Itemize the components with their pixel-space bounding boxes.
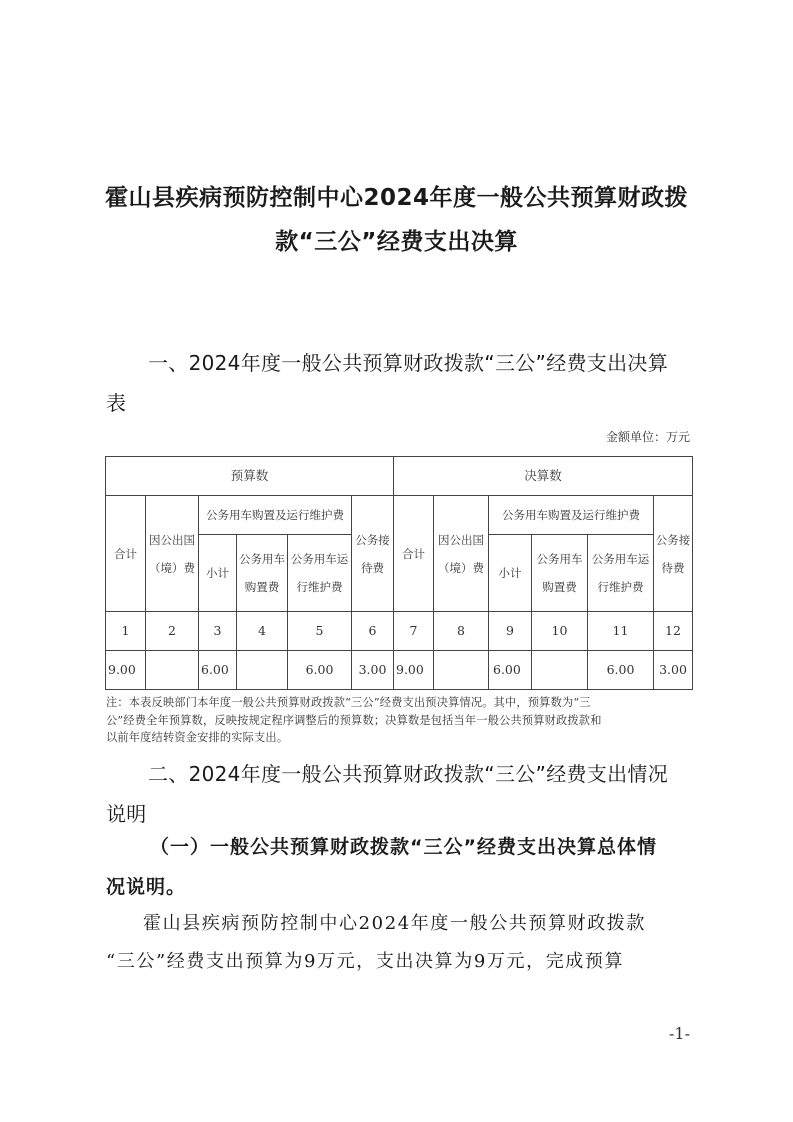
index-row (106, 612, 693, 651)
index-cell: 8 (434, 612, 489, 651)
paragraph-line-1: 霍山县疾病预防控制中心2024年度一般公共预算财政拨款 (143, 913, 647, 934)
subsection1-heading: （一）一般公共预算财政拨款“三公”经费支出决算总体情 (150, 836, 657, 858)
value-cell (434, 651, 489, 690)
subsection1-heading-cont: 况说明。 (106, 876, 187, 898)
page-number: -1- (669, 1024, 690, 1043)
budget-purchase-header: 公务用车 购置费 (237, 535, 288, 612)
final-purchase-header: 公务用车 购置费 (532, 535, 588, 612)
value-row (106, 651, 693, 690)
section1-heading: 一、2024年度一般公共预算财政拨款“三公”经费支出决算 (148, 351, 669, 375)
index-cell: 4 (237, 612, 288, 651)
value-cell: 9.00 (394, 651, 434, 690)
section2-heading: 二、2024年度一般公共预算财政拨款“三公”经费支出情况 (148, 762, 669, 786)
index-cell: 2 (146, 612, 199, 651)
index-cell: 11 (588, 612, 654, 651)
table-note (106, 694, 696, 747)
index-cell: 12 (654, 612, 693, 651)
final-subtotal-header: 小计 (489, 535, 532, 612)
index-cell: 7 (394, 612, 434, 651)
final-group-header: 决算数 (394, 457, 693, 496)
budget-reception-header: 公务接 待费 (352, 496, 394, 612)
value-cell: 3.00 (654, 651, 693, 690)
value-cell (532, 651, 588, 690)
index-cell: 3 (199, 612, 237, 651)
three-public-expense-table (105, 456, 693, 690)
value-cell: 6.00 (288, 651, 352, 690)
index-cell: 9 (489, 612, 532, 651)
final-total-header: 合计 (394, 496, 434, 612)
value-cell (237, 651, 288, 690)
paragraph-line-2: “三公”经费支出预算为9万元，支出决算为9万元，完成预算 (106, 951, 625, 972)
budget-subtotal-header: 小计 (199, 535, 237, 612)
final-reception-header: 公务接 待费 (654, 496, 693, 612)
section1-heading-cont: 表 (106, 391, 127, 415)
budget-vehicle-group-header: 公务用车购置及运行维护费 (199, 496, 352, 535)
note-line-2: 公”经费全年预算数，反映按规定程序调整后的预算数；决算数是包括当年一般公共预算财政拨款和 (106, 713, 602, 727)
value-cell: 9.00 (106, 651, 146, 690)
index-cell: 1 (106, 612, 146, 651)
final-abroad-header: 因公出国 （境）费 (434, 496, 489, 612)
note-line-1: 注：本表反映部门本年度一般公共预算财政拨款“三公”经费支出预决算情况。其中，预算数为“三 (106, 696, 591, 709)
final-vehicle-group-header: 公务用车购置及运行维护费 (489, 496, 654, 535)
budget-group-header: 预算数 (106, 457, 394, 496)
value-cell: 6.00 (588, 651, 654, 690)
index-cell: 6 (352, 612, 394, 651)
value-cell: 6.00 (489, 651, 532, 690)
budget-operation-header: 公务用车运 行维护费 (288, 535, 352, 612)
value-cell (146, 651, 199, 690)
final-operation-header: 公务用车运 行维护费 (588, 535, 654, 612)
budget-total-header: 合计 (106, 496, 146, 612)
document-title-line-2: 款“三公”经费支出决算 (275, 229, 518, 255)
index-cell: 5 (288, 612, 352, 651)
document-title-line-1: 霍山县疾病预防控制中心2024年度一般公共预算财政拨 (104, 185, 688, 211)
unit-label: 金额单位：万元 (605, 430, 690, 444)
section2-heading-cont: 说明 (106, 802, 147, 826)
value-cell: 6.00 (199, 651, 237, 690)
value-cell: 3.00 (352, 651, 394, 690)
note-line-3: 以前年度结转资金安排的实际支出。 (106, 731, 289, 744)
budget-abroad-header: 因公出国 （境）费 (146, 496, 199, 612)
index-cell: 10 (532, 612, 588, 651)
